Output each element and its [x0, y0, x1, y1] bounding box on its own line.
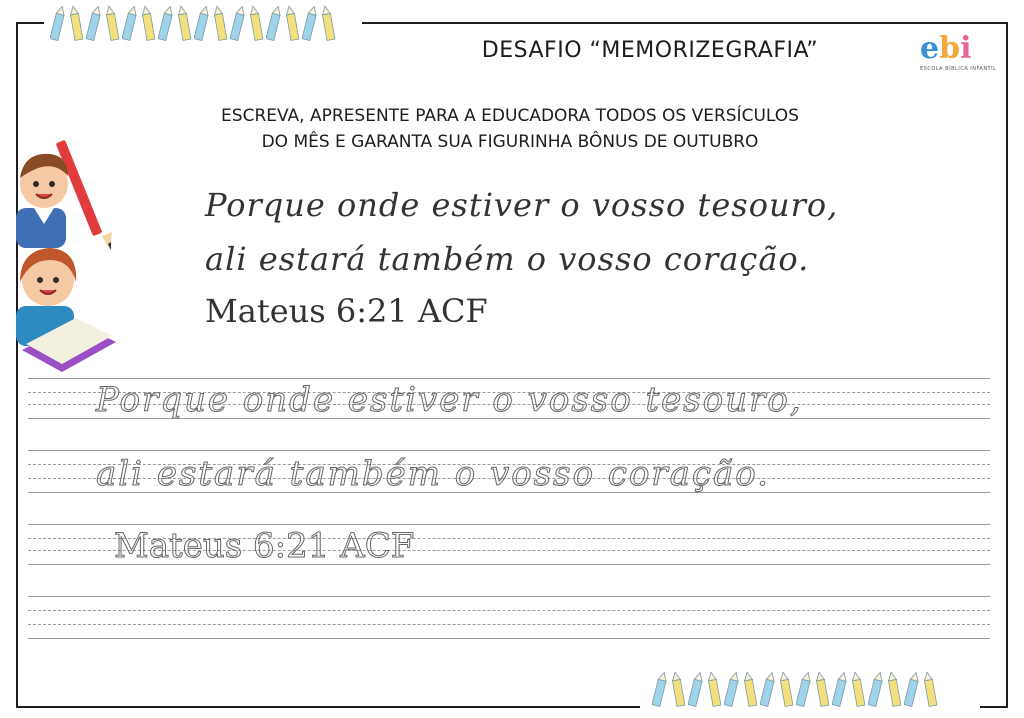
instruction-line-2: DO MÊS E GARANTA SUA FIGURINHA BÔNUS DE OUTUBRO — [261, 132, 759, 152]
pencil-icon — [122, 4, 138, 42]
pencil-icon — [886, 670, 902, 708]
frame-top-left-line — [16, 22, 44, 24]
pencil-icon — [868, 670, 884, 708]
logo-letter-i: i — [960, 31, 972, 66]
logo-letter-e: e — [920, 31, 940, 66]
pencil-icon — [230, 4, 246, 42]
trace-line-2: ali estará também o vosso coração. — [96, 454, 770, 494]
pencil-icon — [796, 670, 812, 708]
boy-figure — [16, 154, 68, 248]
pencil-icon — [50, 4, 66, 42]
verse-line-1: Porque onde estiver o vosso tesouro, — [205, 186, 839, 224]
pencil-icon — [652, 670, 668, 708]
pencil-icon — [176, 4, 192, 42]
pencil-icon — [670, 670, 686, 708]
instructions — [140, 103, 880, 155]
frame-top-line — [362, 22, 1008, 24]
pencil-icon — [212, 4, 228, 42]
logo-subtitle: ESCOLA BÍBLICA INFANTIL — [920, 66, 997, 72]
pencil-icon — [194, 4, 210, 42]
pencil-icon — [832, 670, 848, 708]
pencil-icon — [706, 670, 722, 708]
trace-line-1: Porque onde estiver o vosso tesouro, — [96, 380, 803, 420]
pencil-icon — [284, 4, 300, 42]
instruction-line-1: ESCREVA, APRESENTE PARA A EDUCADORA TODOS OS VERSÍCULOS — [221, 106, 799, 126]
frame-bottom-line — [16, 706, 640, 708]
pencil-icon — [778, 670, 794, 708]
pencil-icon — [760, 670, 776, 708]
pencil-icon — [320, 4, 336, 42]
pencil-icon — [140, 4, 156, 42]
pencil-decoration-top — [50, 4, 336, 42]
page-title: DESAFIO “MEMORIZEGRAFIA” — [481, 38, 819, 63]
trace-reference: Mateus 6:21 ACF — [114, 526, 415, 566]
pencil-icon — [850, 670, 866, 708]
pencil-icon — [922, 670, 938, 708]
logo-letter-b: b — [939, 31, 961, 66]
pencil-icon — [904, 670, 920, 708]
pencil-icon — [688, 670, 704, 708]
ebi-logo — [920, 31, 1000, 84]
pencil-icon — [724, 670, 740, 708]
verse-reference: Mateus 6:21 ACF — [205, 292, 488, 330]
frame-right-line — [1006, 22, 1008, 708]
frame-bottom-right-line — [980, 706, 1008, 708]
pencil-icon — [158, 4, 174, 42]
pencil-icon — [266, 4, 282, 42]
pencil-icon — [302, 4, 318, 42]
pencil-icon — [742, 670, 758, 708]
pencil-icon — [104, 4, 120, 42]
verse-line-2: ali estará também o vosso coração. — [205, 240, 810, 278]
pencil-icon — [814, 670, 830, 708]
pencil-decoration-bottom — [652, 670, 938, 708]
kids-illustration — [16, 132, 126, 372]
pencil-icon — [86, 4, 102, 42]
practice-row-4[interactable] — [28, 596, 990, 668]
pencil-icon — [68, 4, 84, 42]
pencil-icon — [248, 4, 264, 42]
